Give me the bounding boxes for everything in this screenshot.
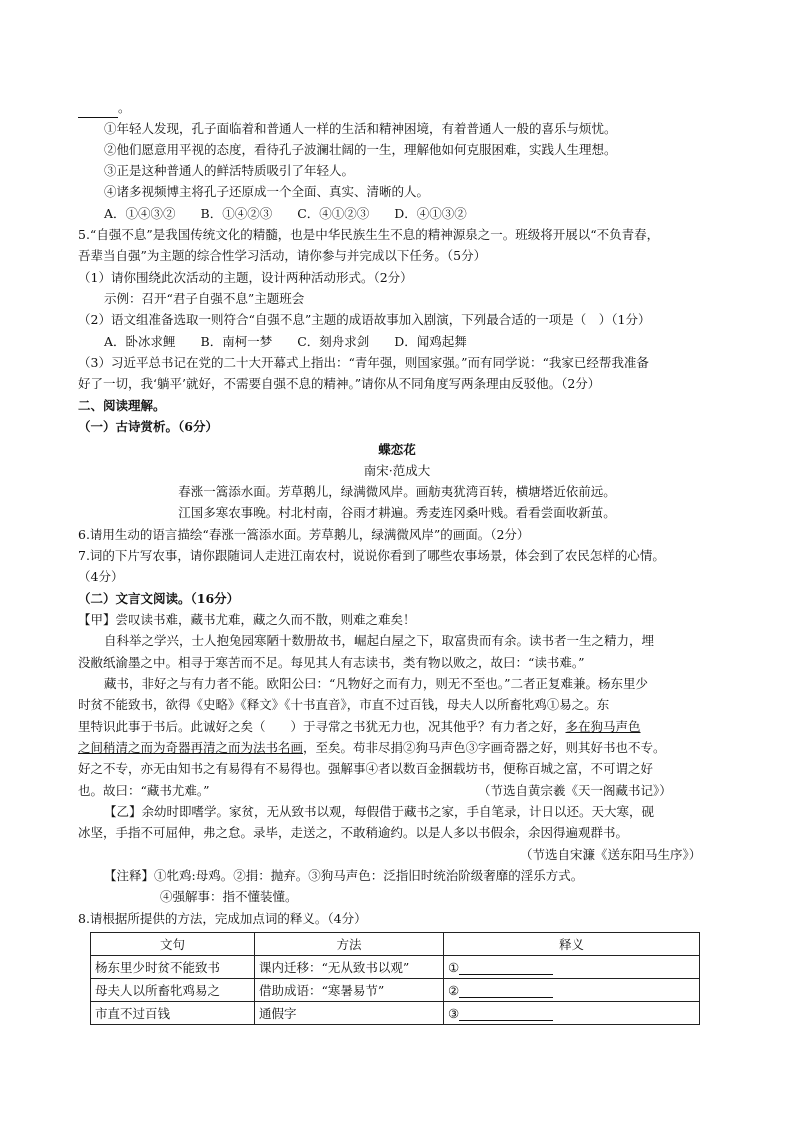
answer-blank bbox=[459, 960, 553, 975]
table-row bbox=[91, 1002, 700, 1025]
blank-line bbox=[78, 103, 118, 118]
passage-jia-line-1: 【甲】尝叹读书难，藏书尤难，藏之久而不散，则难之难矣！ bbox=[78, 612, 416, 627]
q5-part-2-options: A．卧冰求鲤 B．南柯一梦 C．刻舟求剑 D．闻鸡起舞 bbox=[104, 334, 467, 349]
q4-sentence-4: ④诸多视频博主将孔子还原成一个全面、真实、清晰的人。 bbox=[104, 184, 430, 199]
passage-jia-line-4: 藏书，非好之与有力者不能。欧阳公曰：“凡物好之而有力，则无不至也。”二者正复难兼。杨东里少 bbox=[104, 676, 649, 691]
passage-jia-line-8: 好之不专，亦无由知书之有易得有不易得也。强解事④者以数百金捆载坊书，便称百城之富，不可谓之好 bbox=[78, 761, 654, 776]
passage-jia-line-6: 里特识此事于书后。此诚好之矣（ ）于寻常之书犹无力也，况其他乎？有力者之好，多在狗马声色 bbox=[78, 719, 641, 734]
table-cell: 借助成语：“寒暑易节” bbox=[255, 979, 444, 1002]
passage-jia-source: （节选自黄宗羲《天一阁藏书记》） bbox=[478, 783, 672, 798]
table-cell: 课内迁移：“无从致书以观” bbox=[255, 956, 444, 979]
q8-title: 8.请根据所提供的方法，完成加点词的释义。（4分） bbox=[78, 911, 367, 926]
passage-yi-line-2: 冰坚，手指不可屈伸，弗之怠。录毕，走送之，不敢稍逾约。以是人多以书假余，余因得遍观群书。 bbox=[78, 825, 629, 840]
table-header-row bbox=[91, 933, 700, 956]
underlined-sentence: 之间稍清之而为奇器再清之而为法书名画 bbox=[78, 740, 304, 755]
notes-line-2: ④强解事：指不懂装懂。 bbox=[160, 889, 298, 904]
answer-cell[interactable]: ② bbox=[444, 979, 700, 1002]
table-row bbox=[91, 956, 700, 979]
section-2-heading: 二、阅读理解。 bbox=[78, 398, 166, 413]
notes-line-1: 【注释】①牝鸡:母鸡。②捐：抛弃。③狗马声色：泛指旧时统治阶级奢靡的淫乐方式。 bbox=[104, 868, 584, 883]
answer-blank bbox=[459, 983, 553, 998]
q4-sentence-2: ②他们愿意用平视的态度，看待孔子波澜壮阔的一生，理解他如何克服困难，实践人生理想。 bbox=[104, 142, 617, 157]
passage-yi-line-1: 【乙】余幼时即嗜学。家贫，无从致书以观，每假借于藏书之家，手自笔录，计日以还。天大寒，砚 bbox=[104, 804, 655, 819]
header-cell: 释义 bbox=[444, 933, 700, 956]
header-cell: 方法 bbox=[255, 933, 444, 956]
table-row bbox=[91, 979, 700, 1002]
passage-jia-line-7: 之间稍清之而为奇器再清之而为法书名画，至矣。苟非尽捐②狗马声色③字画奇器之好，则其好书也不专。 bbox=[78, 740, 666, 755]
part-2-heading: （二）文言文阅读。（16分） bbox=[78, 591, 240, 606]
q5-part-3-line-1: （3）习近平总书记在党的二十大开幕式上指出：“青年强，则国家强。”而有同学说：“我家已经帮我准备 bbox=[78, 355, 649, 370]
poem-line-2: 江国多寒农事晚。村北村南，谷雨才耕遍。秀麦连冈桑叶贱。看看尝面收新茧。 bbox=[178, 505, 616, 520]
underlined-sentence: 多在狗马声色 bbox=[565, 719, 641, 734]
poem-line-1: 春涨一篙添水面。芳草鹅儿，绿满微风岸。画舫夷犹湾百转，横塘塔近依前远。 bbox=[178, 484, 616, 499]
passage-jia-line-2: 自科举之学兴，士人抱兔园寒陋十数册故书，崛起白屋之下，取富贵而有余。读书者一生之精力，埋 bbox=[104, 633, 655, 648]
answer-cell[interactable]: ③ bbox=[444, 1002, 700, 1025]
q4-sentence-3: ③正是这种普通人的鲜活特质吸引了年轻人。 bbox=[104, 163, 355, 178]
table-cell: 杨东里少时贫不能致书 bbox=[91, 956, 255, 979]
answer-blank bbox=[459, 1006, 553, 1021]
q6: 6.请用生动的语言描绘“春涨一篙添水面。芳草鹅儿，绿满微风岸”的画面。（2分） bbox=[78, 527, 530, 542]
passage-jia-line-3: 没敝纸渝墨之中。相寻于寒苦而不足。每见其人有志读书，类有物以败之，故曰：“读书难。” bbox=[78, 655, 585, 670]
passage-jia-line-5: 时贫不能致书，欲得《史略》《释文》《十书直音》，市直不过百钱，母夫人以所畜牝鸡①易之。东 bbox=[78, 697, 610, 712]
q5-intro-2: 吾辈当自强”为主题的综合性学习活动，请你参与并完成以下任务。（5分） bbox=[78, 248, 487, 263]
q5-intro-1: 5.“自强不息”是我国传统文化的精髓，也是中华民族生生不息的精神源泉之一。班级将开展以“不负青春， bbox=[78, 227, 660, 242]
q5-part-2: （2）语文组准备选取一则符合“自强不息”主题的成语故事加入剧演，下列最合适的一项是（ ）（1分） bbox=[78, 312, 651, 327]
q5-part-1: （1）请你围绕此次活动的主题，设计两种活动形式。（2分） bbox=[78, 270, 413, 285]
q7-line-2: （4分） bbox=[78, 569, 124, 584]
passage-yi-source: （节选自宋濂《送东阳马生序》） bbox=[520, 847, 702, 862]
q7-line-1: 7.词的下片写农事，请你跟随词人走进江南农村，说说你看到了哪些农事场景，体会到了农民怎样的心情。 bbox=[78, 548, 665, 563]
q4-sentence-1: ①年轻人发现，孔子面临着和普通人一样的生活和精神困境，有着普通人一般的喜乐与烦忧。 bbox=[104, 121, 617, 136]
passage-jia-line-9: 也。故曰：“藏书尤难。” bbox=[78, 783, 210, 798]
part-1-heading: （一）古诗赏析。（6分） bbox=[78, 419, 218, 434]
table-cell: 市直不过百钱 bbox=[91, 1002, 255, 1025]
table-cell: 通假字 bbox=[255, 1002, 444, 1025]
q8-table bbox=[90, 932, 700, 1025]
q5-part-3-line-2: 好了一切，我‘躺平’就好，不需要自强不息的精神。”请你从不同角度写两条理由反驳他。（2分） bbox=[78, 376, 601, 391]
q4-answer-blank: 。 bbox=[78, 98, 131, 118]
table-cell: 母夫人以所畜牝鸡易之 bbox=[91, 979, 255, 1002]
q5-part-1-example: 示例：召开“君子自强不息”主题班会 bbox=[104, 291, 305, 306]
header-cell: 文句 bbox=[91, 933, 255, 956]
poem-title: 蝶恋花 bbox=[378, 442, 416, 457]
q4-options: A．①④③② B．①④②③ C．④①②③ D．④①③② bbox=[104, 206, 467, 221]
poem-author: 南宋·范成大 bbox=[363, 463, 431, 478]
answer-cell[interactable]: ① bbox=[444, 956, 700, 979]
